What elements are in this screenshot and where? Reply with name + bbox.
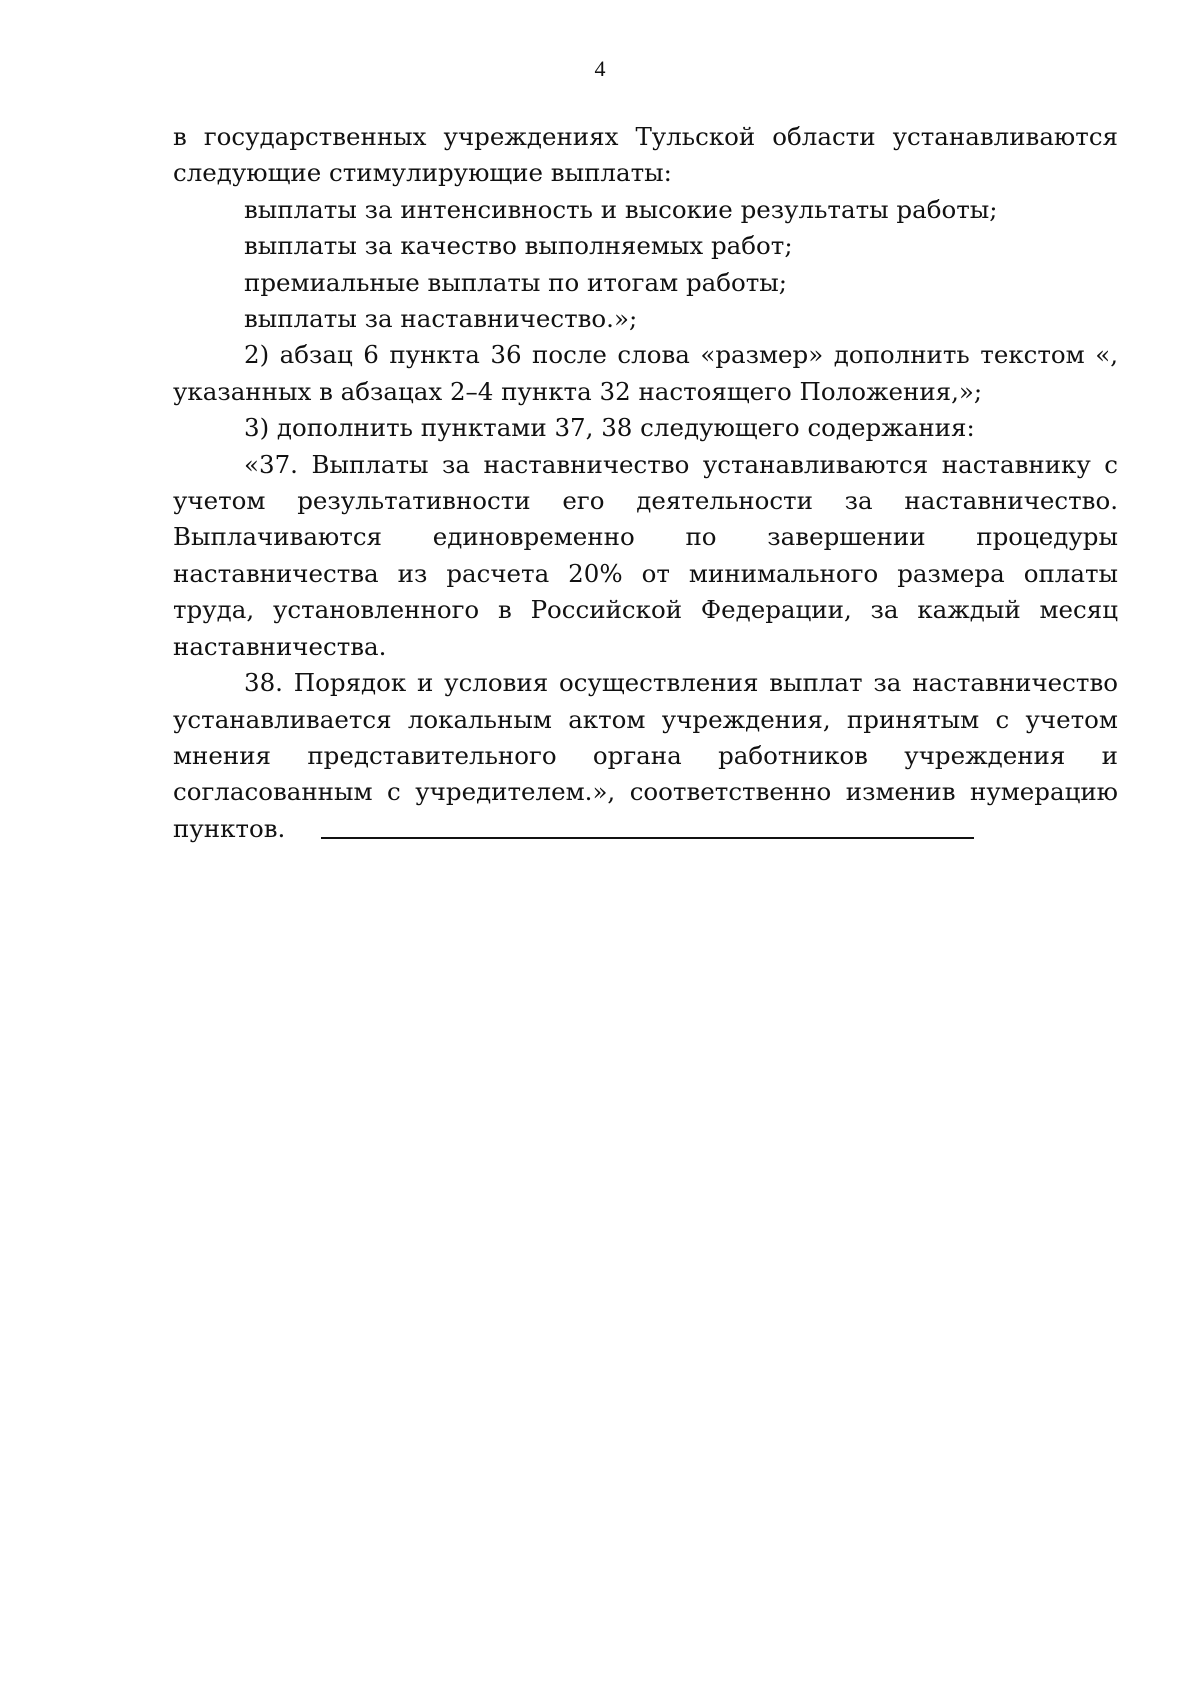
paragraph: 2) абзац 6 пункта 36 после слова «размер» дополнить текстом «, указанных в абзацах 2–4 пункта 32 настоящего Положения,»; xyxy=(173,340,1118,406)
paragraph: «37. Выплаты за наставничество устанавливаются наставнику с учетом результативности его деятельности за наставничество. Выплачиваются единовременно по завершении процедуры наставничества из расчета 20% от минимального размера оплаты труда, установленного в Российской Федерации, за каждый месяц наставничества. xyxy=(173,449,1118,661)
end-divider-line xyxy=(321,837,974,839)
list-item: выплаты за качество выполняемых работ; xyxy=(244,231,793,261)
list-item: премиальные выплаты по итогам работы; xyxy=(244,267,788,297)
list-item: выплаты за наставничество.»; xyxy=(244,304,638,334)
paragraph: 38. Порядок и условия осуществления выплат за наставничество устанавливается локальным актом учреждения, принятым с учетом мнения представительного органа работников учреждения и согласованным с учредителем.», соответственно изменив нумерацию пунктов. xyxy=(173,668,1118,843)
page-number: 4 xyxy=(594,56,606,81)
list-item: выплаты за интенсивность и высокие результаты работы; xyxy=(244,194,998,224)
document-body xyxy=(173,119,1118,847)
paragraph: в государственных учреждениях Тульской области устанавливаются следующие стимулирующие выплаты: xyxy=(173,122,1118,188)
paragraph: 3) дополнить пунктами 37, 38 следующего содержания: xyxy=(244,413,975,443)
